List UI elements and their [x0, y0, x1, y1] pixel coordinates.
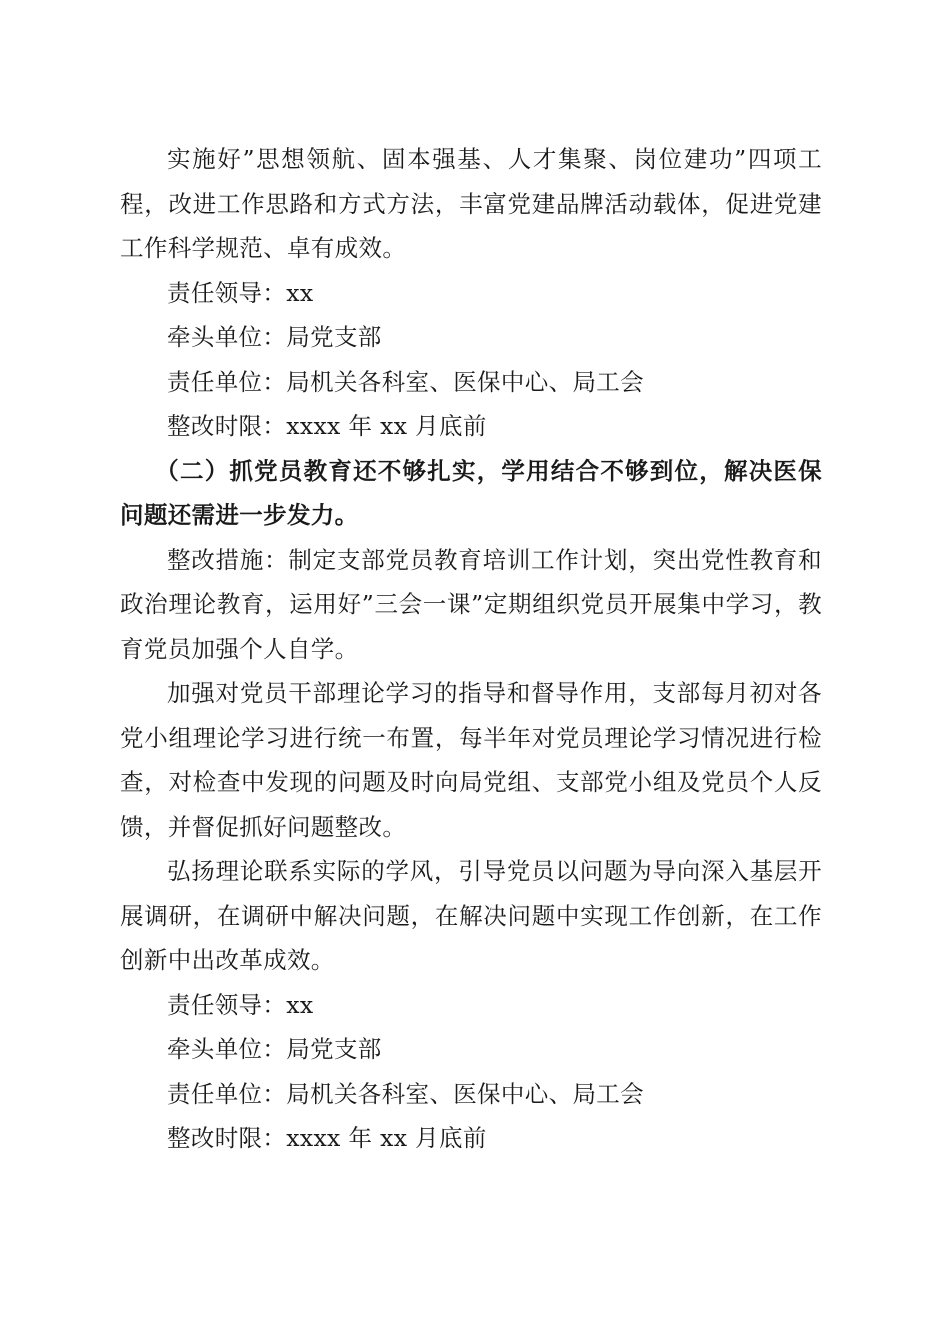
section2-heading: （二）抓党员教育还不够扎实，学用结合不够到位，解决医保问题还需进一步发力。 — [120, 456, 822, 529]
section1-paragraph: 实施好”思想领航、固本强基、人才集聚、岗位建功”四项工程，改进工作思路和方式方法，丰富党建品牌活动载体，促进党建工作科学规范、卓有成效。 — [120, 145, 822, 262]
section1-responsible-leader: 责任领导：xx — [167, 278, 314, 307]
section2-measures: 整改措施：制定支部党员教育培训工作计划，突出党性教育和政治理论教育，运用好”三会一课”定期组织党员开展集中学习，教育党员加强个人自学。 — [120, 545, 822, 663]
section2-paragraph3: 弘扬理论联系实际的学风，引导党员以问题为导向深入基层开展调研，在调研中解决问题，在解决问题中实现工作创新，在工作创新中出改革成效。 — [120, 857, 822, 974]
section1-deadline: 整改时限：xxxx 年 xx 月底前 — [167, 412, 487, 440]
section2-responsible-units: 责任单位：局机关各科室、医保中心、局工会 — [167, 1079, 644, 1108]
section2-lead-unit: 牵头单位：局党支部 — [167, 1035, 382, 1063]
section2-responsible-leader: 责任领导：xx — [167, 990, 314, 1019]
section2-paragraph2: 加强对党员干部理论学习的指导和督导作用，支部每月初对各党小组理论学习进行统一布置，每半年对党员理论学习情况进行检查，对检查中发现的问题及时向局党组、支部党小组及党员个人反馈，并督促抓好问题整改。 — [120, 679, 822, 841]
section2-deadline: 整改时限：xxxx 年 xx 月底前 — [167, 1124, 487, 1152]
section1-responsible-units: 责任单位：局机关各科室、医保中心、局工会 — [167, 367, 644, 396]
section1-lead-unit: 牵头单位：局党支部 — [167, 323, 382, 351]
